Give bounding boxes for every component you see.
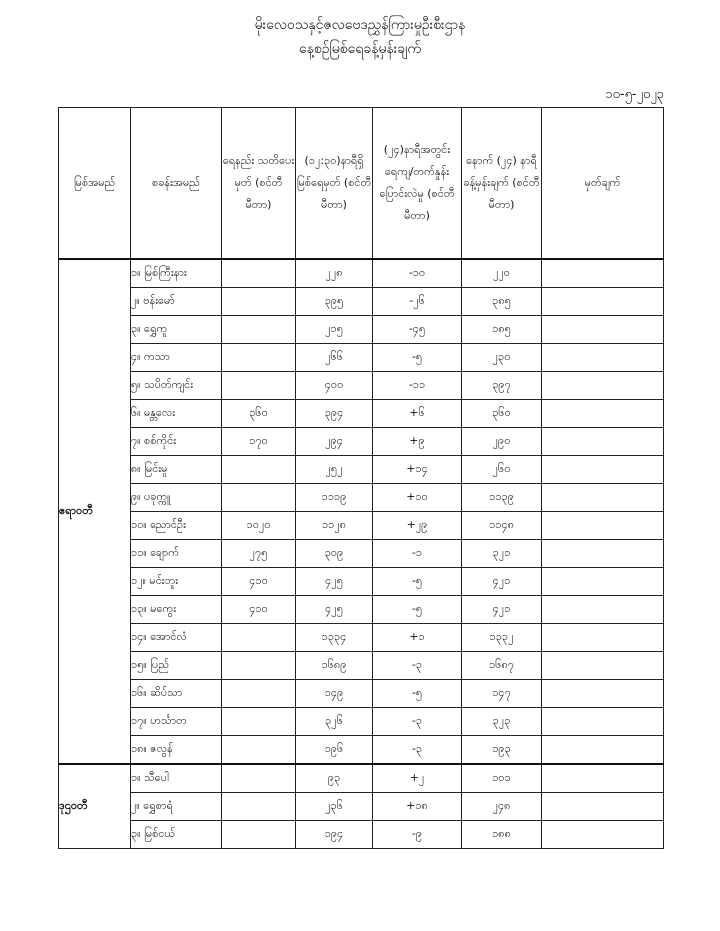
table-row (59, 288, 664, 316)
station-name-cell: ၃။ ရွှေကူ (131, 316, 222, 344)
table-row (59, 596, 664, 624)
forecast-cell: ၃၆၀ (462, 400, 542, 428)
forecast-cell: ၃၉၇ (462, 372, 542, 400)
warning-level-cell (222, 624, 296, 652)
change-cell: -၁ (373, 540, 462, 568)
remark-cell (542, 568, 664, 596)
table-row (59, 680, 664, 708)
water-level-cell: ၁၉၆ (296, 736, 373, 765)
table-row (59, 568, 664, 596)
remark-cell (542, 400, 664, 428)
table-row (59, 484, 664, 512)
change-cell: +၉ (373, 428, 462, 456)
warning-level-cell (222, 821, 296, 849)
change-cell: -၉ (373, 821, 462, 849)
water-level-cell: ၄၀၀ (296, 372, 373, 400)
report-subtitle: နေ့စဉ်မြစ်ရေခန့်မှန်းချက် (298, 41, 422, 57)
warning-level-cell (222, 456, 296, 484)
water-level-cell: ၁၃၃၄ (296, 624, 373, 652)
change-cell: -၅ (373, 344, 462, 372)
warning-level-cell (222, 344, 296, 372)
change-cell: -၁၀ (373, 259, 462, 288)
change-cell: -၅ (373, 680, 462, 708)
change-cell: +၂ (373, 764, 462, 793)
station-name-cell: ၅။ သပိတ်ကျင်း (131, 372, 222, 400)
remark-cell (542, 708, 664, 736)
station-name-cell: ၁၂။ မင်းဘူး (131, 568, 222, 596)
station-name-cell: ၂။ ဗန်းမော် (131, 288, 222, 316)
forecast-cell: ၂၉၀ (462, 428, 542, 456)
change-cell: -၅ (373, 596, 462, 624)
warning-level-cell: ၄၁၀ (222, 568, 296, 596)
table-row (59, 708, 664, 736)
col-header-24h-change: (၂၄)နာရီအတွင်း ရေကျ/တက်နှုန်း ပြောင်းလဲမှု (စင်တီမီတာ) (373, 108, 462, 260)
table-row (59, 428, 664, 456)
station-name-cell: ၉။ ပခုက္ကူ (131, 484, 222, 512)
station-name-cell: ၆။ မန္တလေး (131, 400, 222, 428)
col-header-water-level: (၁၂:၃၀)နာရီရှိ မြစ်ရေမှတ် (စင်တီမီတာ) (296, 108, 373, 260)
table-row (59, 821, 664, 849)
warning-level-cell: ၁၀၂၀ (222, 512, 296, 540)
water-level-cell: ၁၆၈၉ (296, 652, 373, 680)
forecast-cell: ၁၉၃ (462, 736, 542, 765)
remark-cell (542, 652, 664, 680)
water-level-cell: ၃၀၉ (296, 540, 373, 568)
water-level-cell: ၂၃၆ (296, 793, 373, 821)
header-row (59, 108, 664, 260)
forecast-cell: ၁၈၈ (462, 821, 542, 849)
warning-level-cell (222, 259, 296, 288)
table-row (59, 793, 664, 821)
warning-level-cell (222, 316, 296, 344)
remark-cell (542, 793, 664, 821)
remark-cell (542, 344, 664, 372)
table-row (59, 764, 664, 793)
remark-cell (542, 736, 664, 765)
water-level-cell: ၂၅၂ (296, 456, 373, 484)
station-name-cell: ၁။ မြစ်ကြီးနား (131, 259, 222, 288)
water-level-cell: ၁၉၄ (296, 821, 373, 849)
change-cell: -၃ (373, 652, 462, 680)
warning-level-cell: ၁၇၀ (222, 428, 296, 456)
warning-level-cell (222, 652, 296, 680)
water-level-cell: ၃၉၄ (296, 400, 373, 428)
remark-cell (542, 821, 664, 849)
warning-level-cell: ၂၇၅ (222, 540, 296, 568)
station-name-cell: ၁၄။ အောင်လံ (131, 624, 222, 652)
forecast-cell: ၄၂၁ (462, 596, 542, 624)
water-level-cell: ၂၉၄ (296, 428, 373, 456)
forecast-cell: ၁၈၅ (462, 316, 542, 344)
remark-cell (542, 288, 664, 316)
station-name-cell: ၁၃။ မကွေး (131, 596, 222, 624)
table-row (59, 400, 664, 428)
remark-cell (542, 624, 664, 652)
station-name-cell: ၁၆။ ဆိပ်သာ (131, 680, 222, 708)
warning-level-cell (222, 680, 296, 708)
change-cell: -၃ (373, 736, 462, 765)
station-name-cell: ၁၅။ ပြည် (131, 652, 222, 680)
change-cell: +၁၄ (373, 456, 462, 484)
change-cell: -၄၅ (373, 316, 462, 344)
table-row (59, 540, 664, 568)
warning-level-cell (222, 793, 296, 821)
department-title: မိုးလေဝသနှင့်ဇလဗေဒညွှန်ကြားမှုဦးစီးဌာန (254, 17, 466, 33)
forecast-cell: ၂၂၀ (462, 259, 542, 288)
col-header-river: မြစ်အမည် (59, 108, 131, 260)
change-cell: -၂၆ (373, 288, 462, 316)
remark-cell (542, 596, 664, 624)
remark-cell (542, 456, 664, 484)
station-name-cell: ၁၁။ ချောက် (131, 540, 222, 568)
station-name-cell: ၁၇။ ဟင်္သာတ (131, 708, 222, 736)
col-header-forecast: နောက် (၂၄) နာရီ ခန့်မှန်းချက် (စင်တီမီတာ) (462, 108, 542, 260)
change-cell: +၁ (373, 624, 462, 652)
remark-cell (542, 484, 664, 512)
remark-cell (542, 428, 664, 456)
warning-level-cell: ၃၆၀ (222, 400, 296, 428)
warning-level-cell (222, 708, 296, 736)
water-level-cell: ၁၁၂၈ (296, 512, 373, 540)
warning-level-cell (222, 736, 296, 765)
water-level-cell: ၉၃ (296, 764, 373, 793)
water-level-cell: ၃၂၆ (296, 708, 373, 736)
station-name-cell: ၁၀။ ညောင်ဦး (131, 512, 222, 540)
forecast-cell: ၁၃၃၂ (462, 624, 542, 652)
station-name-cell: ၂။ ရွှေစာရံ (131, 793, 222, 821)
station-name-cell: ၁။ သီပေါ (131, 764, 222, 793)
remark-cell (542, 680, 664, 708)
forecast-cell: ၃၂၃ (462, 708, 542, 736)
water-level-cell: ၁၁၁၉ (296, 484, 373, 512)
warning-level-cell: ၄၁၀ (222, 596, 296, 624)
forecast-cell: ၁၄၇ (462, 680, 542, 708)
warning-level-cell (222, 484, 296, 512)
water-level-cell: ၄၂၅ (296, 596, 373, 624)
table-row (59, 316, 664, 344)
table-body (59, 259, 664, 849)
table-row (59, 259, 664, 288)
remark-cell (542, 540, 664, 568)
table-row (59, 652, 664, 680)
station-name-cell: ၇။ စစ်ကိုင်း (131, 428, 222, 456)
remark-cell (542, 259, 664, 288)
warning-level-cell (222, 288, 296, 316)
remark-cell (542, 764, 664, 793)
water-level-cell: ၄၂၅ (296, 568, 373, 596)
forecast-cell: ၄၂၁ (462, 568, 542, 596)
water-level-cell: ၂၂၈ (296, 259, 373, 288)
station-name-cell: ၃။ မြစ်ငယ် (131, 821, 222, 849)
remark-cell (542, 316, 664, 344)
river-level-table (58, 107, 664, 849)
forecast-cell: ၃၂၁ (462, 540, 542, 568)
change-cell: +၂၉ (373, 512, 462, 540)
water-level-cell: ၁၄၉ (296, 680, 373, 708)
river-name-cell: ဒုဌဝတီ (59, 764, 131, 849)
change-cell: +၆ (373, 400, 462, 428)
forecast-cell: ၁၆၈၇ (462, 652, 542, 680)
station-name-cell: ၄။ ကသာ (131, 344, 222, 372)
station-name-cell: ၈။ မြင်းမူ (131, 456, 222, 484)
change-cell: -၃ (373, 708, 462, 736)
warning-level-cell (222, 764, 296, 793)
remark-cell (542, 512, 664, 540)
water-level-cell: ၃၉၅ (296, 288, 373, 316)
warning-level-cell (222, 372, 296, 400)
station-name-cell: ၁၈။ ဇလွန် (131, 736, 222, 765)
col-header-warning-level: ရေနည်း သတိပေးမှတ် (စင်တီမီတာ) (222, 108, 296, 260)
table-row (59, 456, 664, 484)
col-header-station: စခန်းအမည် (131, 108, 222, 260)
forecast-cell: ၁၁၃၉ (462, 484, 542, 512)
table-row (59, 624, 664, 652)
col-header-remarks: မှတ်ချက် (542, 108, 664, 260)
remark-cell (542, 372, 664, 400)
table-row (59, 512, 664, 540)
table-row (59, 344, 664, 372)
forecast-cell: ၂၃၀ (462, 344, 542, 372)
report-date: ၁၀-၅-၂၀၂၃ (605, 87, 664, 102)
forecast-cell: ၁၀၁ (462, 764, 542, 793)
water-level-cell: ၂၆၆ (296, 344, 373, 372)
change-cell: -၅ (373, 568, 462, 596)
forecast-cell: ၂၆၀ (462, 456, 542, 484)
forecast-cell: ၃၈၅ (462, 288, 542, 316)
forecast-cell: ၁၁၄၈ (462, 512, 542, 540)
water-level-cell: ၂၁၅ (296, 316, 373, 344)
table-row (59, 372, 664, 400)
table-row (59, 736, 664, 765)
change-cell: -၁၁ (373, 372, 462, 400)
forecast-cell: ၂၄၈ (462, 793, 542, 821)
change-cell: +၁၀ (373, 484, 462, 512)
river-name-cell: ဧရာဝတီ (59, 259, 131, 764)
change-cell: +၁၈ (373, 793, 462, 821)
